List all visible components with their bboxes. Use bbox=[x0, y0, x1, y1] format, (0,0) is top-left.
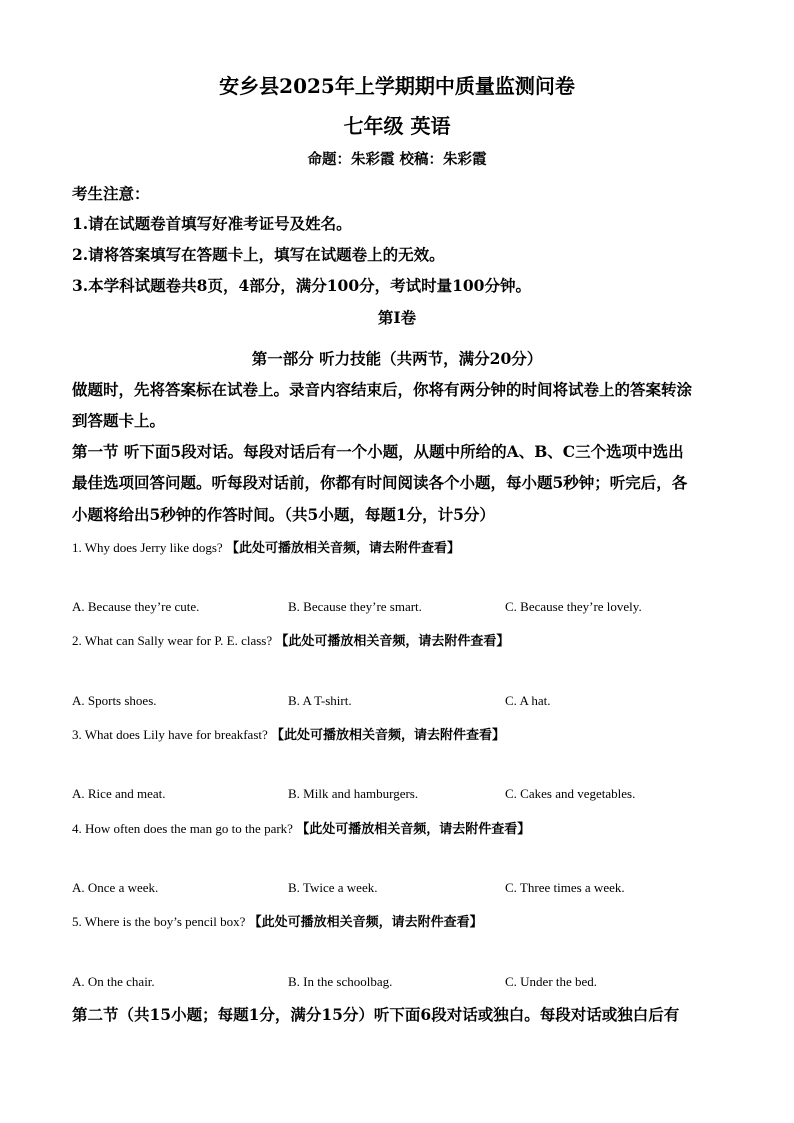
audio-tag[interactable]: 【此处可播放相关音频，请去附件查看】 bbox=[275, 634, 510, 649]
question bbox=[72, 818, 530, 837]
notice-item: 1.请在试题卷首填写好准考证号及姓名。 bbox=[72, 214, 352, 233]
volume-heading: 第I卷 bbox=[377, 308, 417, 327]
option-c: C. Cakes and vegetables. bbox=[505, 786, 636, 801]
option-b: B. A T-shirt. bbox=[288, 693, 352, 708]
audio-tag[interactable]: 【此处可播放相关音频，请去附件查看】 bbox=[225, 541, 460, 556]
question bbox=[72, 724, 505, 743]
option-b: B. Twice a week. bbox=[288, 880, 378, 895]
notice-item: 2.请将答案填写在答题卡上，填写在试题卷上的无效。 bbox=[72, 245, 445, 264]
audio-tag[interactable]: 【此处可播放相关音频，请去附件查看】 bbox=[296, 822, 531, 837]
question-text: 2. What can Sally wear for P. E. class? bbox=[72, 633, 273, 648]
notice-item: 3.本学科试题卷共8页，4部分，满分100分，考试时量100分钟。 bbox=[72, 276, 531, 295]
part1-instruction: 做题时，先将答案标在试卷上。录音内容结束后，你将有两分钟的时间将试卷上的答案转涂 bbox=[72, 380, 693, 399]
option-a: A. Rice and meat. bbox=[72, 786, 166, 801]
section1-instruction: 第一节 听下面5段对话。每段对话后有一个小题，从题中所给的A、B、C三个选项中选出 bbox=[72, 442, 684, 461]
option-c: C. Under the bed. bbox=[505, 974, 598, 989]
option-b: B. In the schoolbag. bbox=[288, 974, 393, 989]
option-c: C. A hat. bbox=[505, 693, 551, 708]
question-text: 4. How often does the man go to the park? bbox=[72, 821, 293, 836]
exam-title: 安乡县2025年上学期期中质量监测问卷 bbox=[219, 74, 575, 98]
audio-tag[interactable]: 【此处可播放相关音频，请去附件查看】 bbox=[248, 915, 483, 930]
option-a: A. On the chair. bbox=[72, 974, 155, 989]
option-c: C. Because they’re lovely. bbox=[505, 599, 642, 614]
question-text: 1. Why does Jerry like dogs? bbox=[72, 540, 223, 555]
option-b: B. Milk and hamburgers. bbox=[288, 786, 419, 801]
section2-instruction: 第二节（共15小题；每题1分，满分15分）听下面6段对话或独白。每段对话或独白后有 bbox=[72, 1005, 680, 1024]
option-a: A. Once a week. bbox=[72, 880, 159, 895]
section1-instruction: 最佳选项回答问题。听每段对话前，你都有时间阅读各个小题，每小题5秒钟；听完后，各 bbox=[72, 473, 688, 492]
exam-authors: 命题：朱彩霞 校稿：朱彩霞 bbox=[307, 151, 487, 168]
question-text: 5. Where is the boy’s pencil box? bbox=[72, 914, 246, 929]
question-text: 3. What does Lily have for breakfast? bbox=[72, 727, 268, 742]
section1-instruction: 小题将给出5秒钟的作答时间。（共5小题，每题1分，计5分） bbox=[72, 505, 495, 524]
option-c: C. Three times a week. bbox=[505, 880, 625, 895]
option-a: A. Because they’re cute. bbox=[72, 599, 200, 614]
exam-subtitle: 七年级 英语 bbox=[343, 114, 451, 138]
question bbox=[72, 537, 460, 556]
option-b: B. Because they’re smart. bbox=[288, 599, 422, 614]
notice-heading: 考生注意： bbox=[72, 184, 150, 203]
audio-tag[interactable]: 【此处可播放相关音频，请去附件查看】 bbox=[271, 728, 506, 743]
question bbox=[72, 911, 483, 930]
option-a: A. Sports shoes. bbox=[72, 693, 157, 708]
question bbox=[72, 630, 509, 649]
part1-instruction: 到答题卡上。 bbox=[72, 411, 166, 430]
part1-heading: 第一部分 听力技能（共两节，满分20分） bbox=[251, 349, 543, 368]
